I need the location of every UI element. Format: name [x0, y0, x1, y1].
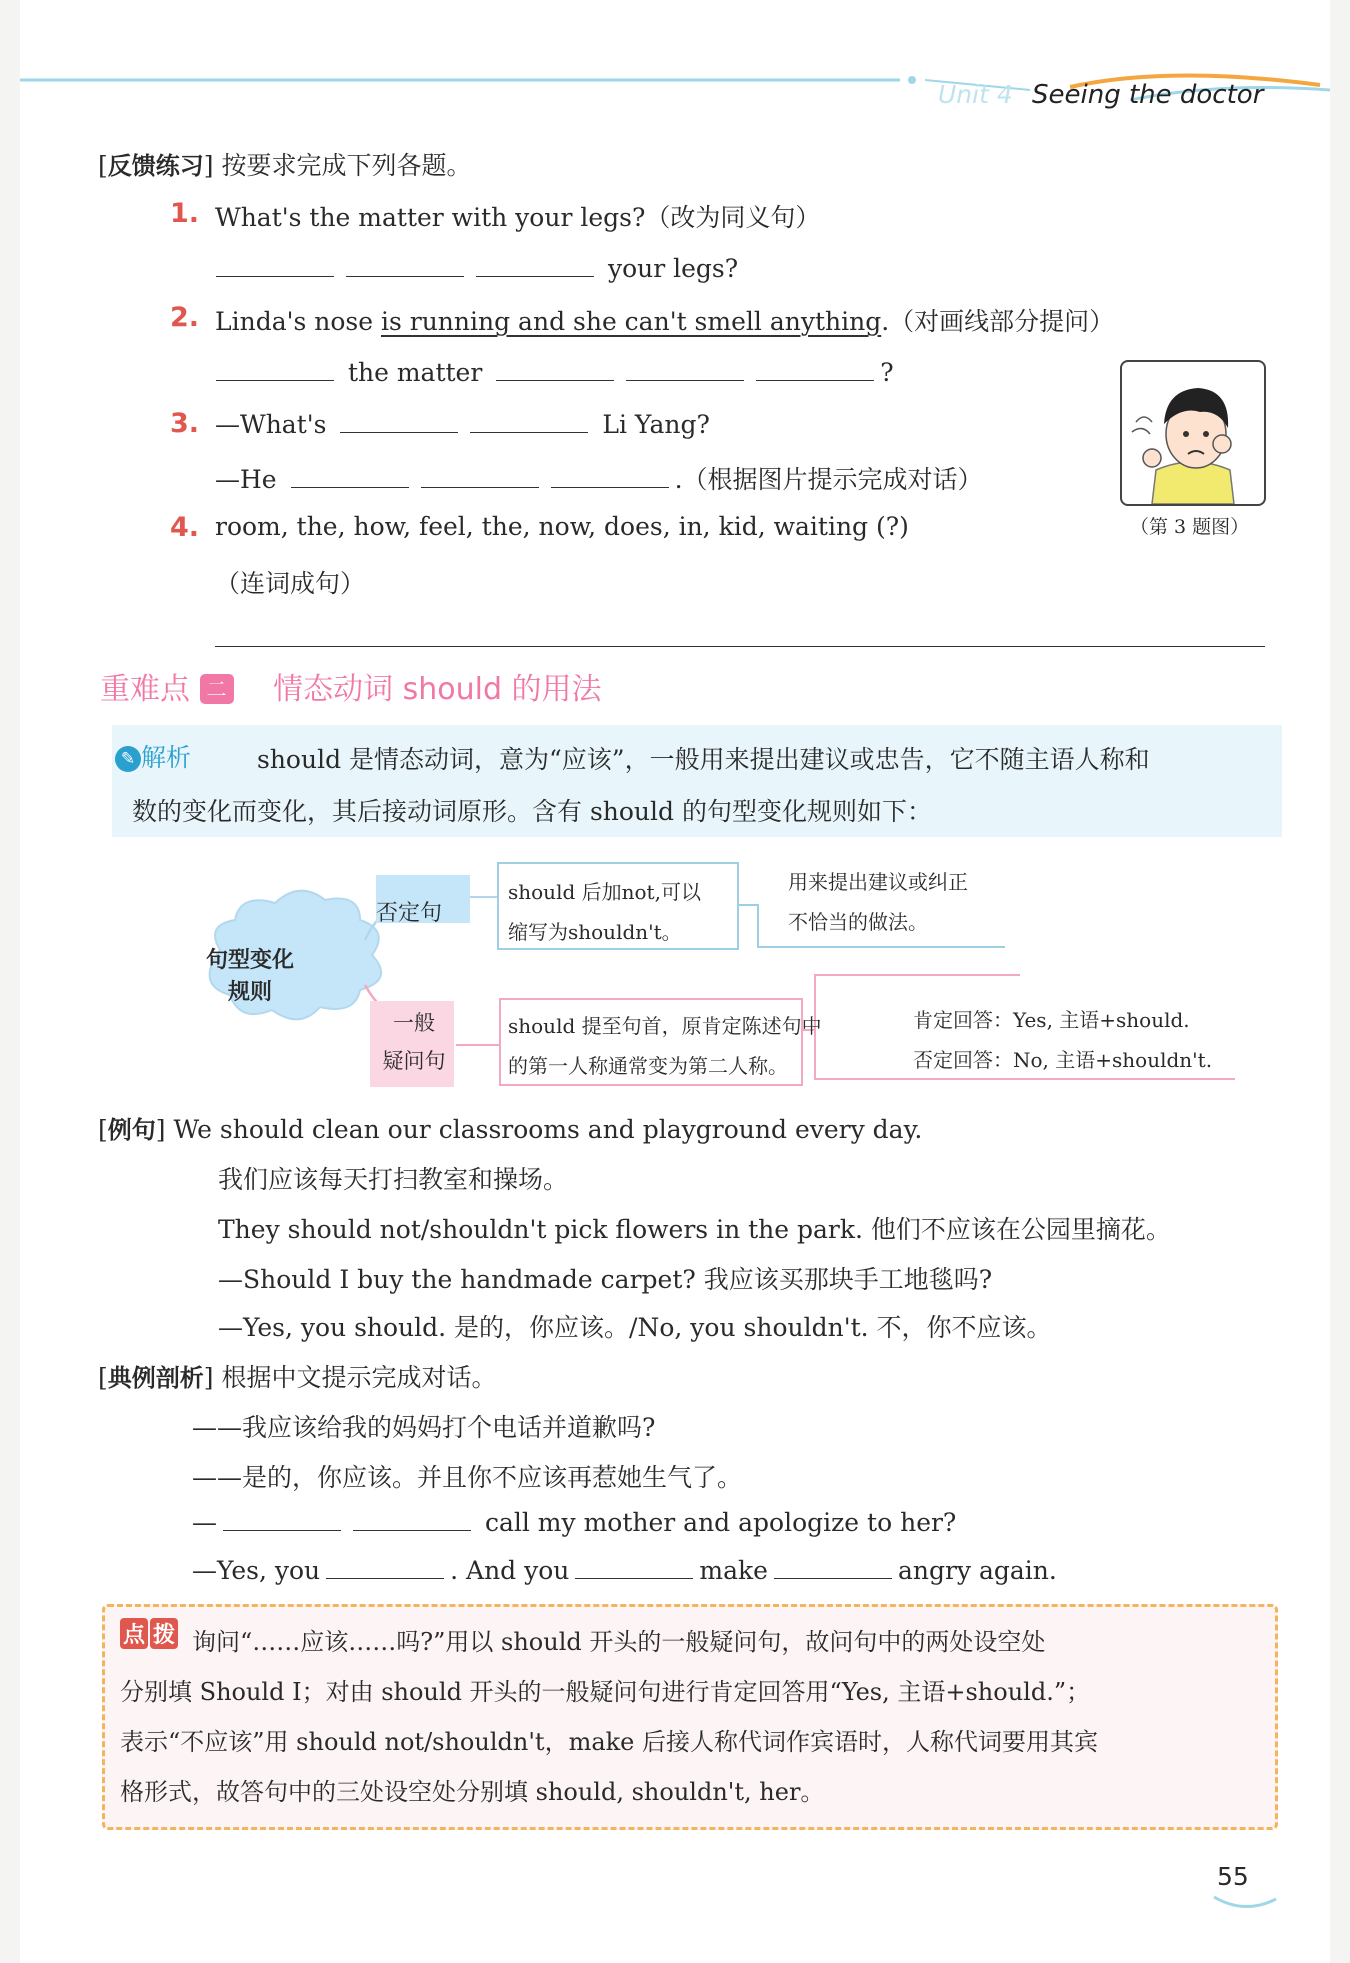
- question-number-4: 4.: [170, 512, 200, 543]
- unit-label: Unit 4: [938, 80, 1013, 109]
- sick-boy-illustration: [1122, 362, 1264, 504]
- question-4-text: room, the, how, feel, the, now, does, in, kid, waiting (?): [215, 512, 909, 541]
- answer-line[interactable]: [215, 646, 1265, 647]
- diagram-cloud-label: 句型变化 规则: [205, 948, 294, 1005]
- tip-line-4: 格形式，故答句中的三处设空处分别填 should, shouldn't, her。: [120, 1778, 825, 1806]
- feedback-heading: [反馈练习] 按要求完成下列各题。: [98, 151, 472, 180]
- question-number-1: 1.: [170, 198, 200, 229]
- blank[interactable]: [421, 463, 539, 488]
- typical-cn-2: ——是的，你应该。并且你不应该再惹她生气了。: [192, 1463, 743, 1492]
- blank[interactable]: [496, 356, 614, 381]
- blank[interactable]: [346, 252, 464, 277]
- negative-note: 用来提出建议或纠正 不恰当的做法。: [788, 870, 968, 934]
- page-number: 55: [1217, 1862, 1249, 1891]
- analysis-line-1: should 是情态动词，意为“应该”，一般用来提出建议或忠告，它不随主语人称和: [257, 745, 1150, 774]
- typical-tag: 典例剖析: [107, 1364, 204, 1392]
- examples-line-2: 我们应该每天打扫教室和操场。: [218, 1165, 569, 1194]
- negative-rule: should 后加not,可以 缩写为shouldn't。: [508, 880, 701, 944]
- section-title: 情态动词 should 的用法: [273, 672, 602, 707]
- blank[interactable]: [551, 463, 669, 488]
- tip-line-3: 表示“不应该”用 should not/shouldn't，make 后接人称代词作宾语时，人称代词要用其宾: [120, 1728, 1099, 1756]
- blank[interactable]: [470, 408, 588, 433]
- page: [20, 0, 1330, 1963]
- examples-line-5: —Yes, you should. 是的，你应该。/No, you shouldn't. 不，你不应该。: [218, 1313, 1052, 1342]
- feedback-tag: 反馈练习: [107, 152, 204, 180]
- question-2-answer: the matter ?: [210, 356, 894, 387]
- blank[interactable]: [216, 356, 334, 381]
- blank[interactable]: [216, 252, 334, 277]
- question-3-line2: —He .（根据图片提示完成对话）: [215, 465, 983, 494]
- blank[interactable]: [626, 356, 744, 381]
- blank[interactable]: [291, 463, 409, 488]
- underlined-part: is running and she can't smell anything: [380, 307, 882, 336]
- pencil-icon: ✎: [115, 746, 141, 772]
- picture-caption: （第 3 题图）: [1130, 516, 1250, 538]
- tip-tag: 点 拨: [120, 1618, 178, 1649]
- section-heading: 重难点 二 情态动词 should 的用法: [100, 672, 602, 707]
- analysis-tag: ✎ 解析: [115, 738, 191, 774]
- question-3-picture: [1120, 360, 1266, 506]
- blank[interactable]: [476, 252, 594, 277]
- blank[interactable]: [756, 356, 874, 381]
- typical-en-1: — call my mother and apologize to her?: [192, 1508, 957, 1537]
- analysis-line-2: 数的变化而变化，其后接动词原形。含有 should 的句型变化规则如下：: [132, 797, 932, 826]
- tip-line-1: 询问“……应该……吗?”用以 should 开头的一般疑问句，故问句中的两处设空处: [192, 1628, 1046, 1656]
- blank[interactable]: [223, 1506, 341, 1531]
- question-number-2: 2.: [170, 302, 200, 333]
- question-1-answer: your legs?: [210, 252, 738, 283]
- blank[interactable]: [774, 1554, 892, 1579]
- feedback-instruction: 按要求完成下列各题。: [221, 151, 472, 180]
- question-answers: 肯定回答：Yes, 主语+should. 否定回答：No, 主语+shouldn't.: [913, 1008, 1213, 1072]
- blank[interactable]: [575, 1554, 693, 1579]
- typical-en-2: —Yes, you . And you make angry again.: [192, 1556, 1057, 1585]
- page-number-swoosh: [1210, 1893, 1280, 1913]
- question-2-text: Linda's nose is running and she can't smell anything.（对画线部分提问）: [215, 307, 1115, 336]
- blank[interactable]: [340, 408, 458, 433]
- blank[interactable]: [326, 1554, 444, 1579]
- examples-line-1: [例句] We should clean our classrooms and playground every day.: [98, 1115, 923, 1144]
- question-label: 一般 疑问句: [382, 1011, 446, 1073]
- section-badge: 二: [200, 674, 234, 704]
- question-number-3: 3.: [170, 408, 200, 439]
- examples-line-4: —Should I buy the handmade carpet? 我应该买那块手工地毯吗?: [218, 1265, 993, 1294]
- examples-tag: 例句: [107, 1116, 156, 1144]
- unit-title: Seeing the doctor: [1032, 80, 1264, 110]
- negative-label: 否定句: [376, 901, 443, 926]
- question-rule: should 提至句首，原肯定陈述句中 的第一人称通常变为第二人称。: [508, 1014, 822, 1078]
- tip-line-2: 分别填 Should I；对由 should 开头的一般疑问句进行肯定回答用“Yes, 主语+should.”；: [120, 1678, 1091, 1706]
- question-1-text: What's the matter with your legs?（改为同义句）: [215, 203, 821, 232]
- typical-cn-1: ——我应该给我的妈妈打个电话并道歉吗?: [192, 1413, 656, 1442]
- question-4-note: （连词成句）: [215, 569, 366, 598]
- question-3-line1: —What's Li Yang?: [215, 410, 710, 439]
- blank[interactable]: [353, 1506, 471, 1531]
- examples-line-3: They should not/shouldn't pick flowers in the park. 他们不应该在公园里摘花。: [218, 1215, 1171, 1244]
- typical-heading: [典例剖析] 根据中文提示完成对话。: [98, 1363, 497, 1392]
